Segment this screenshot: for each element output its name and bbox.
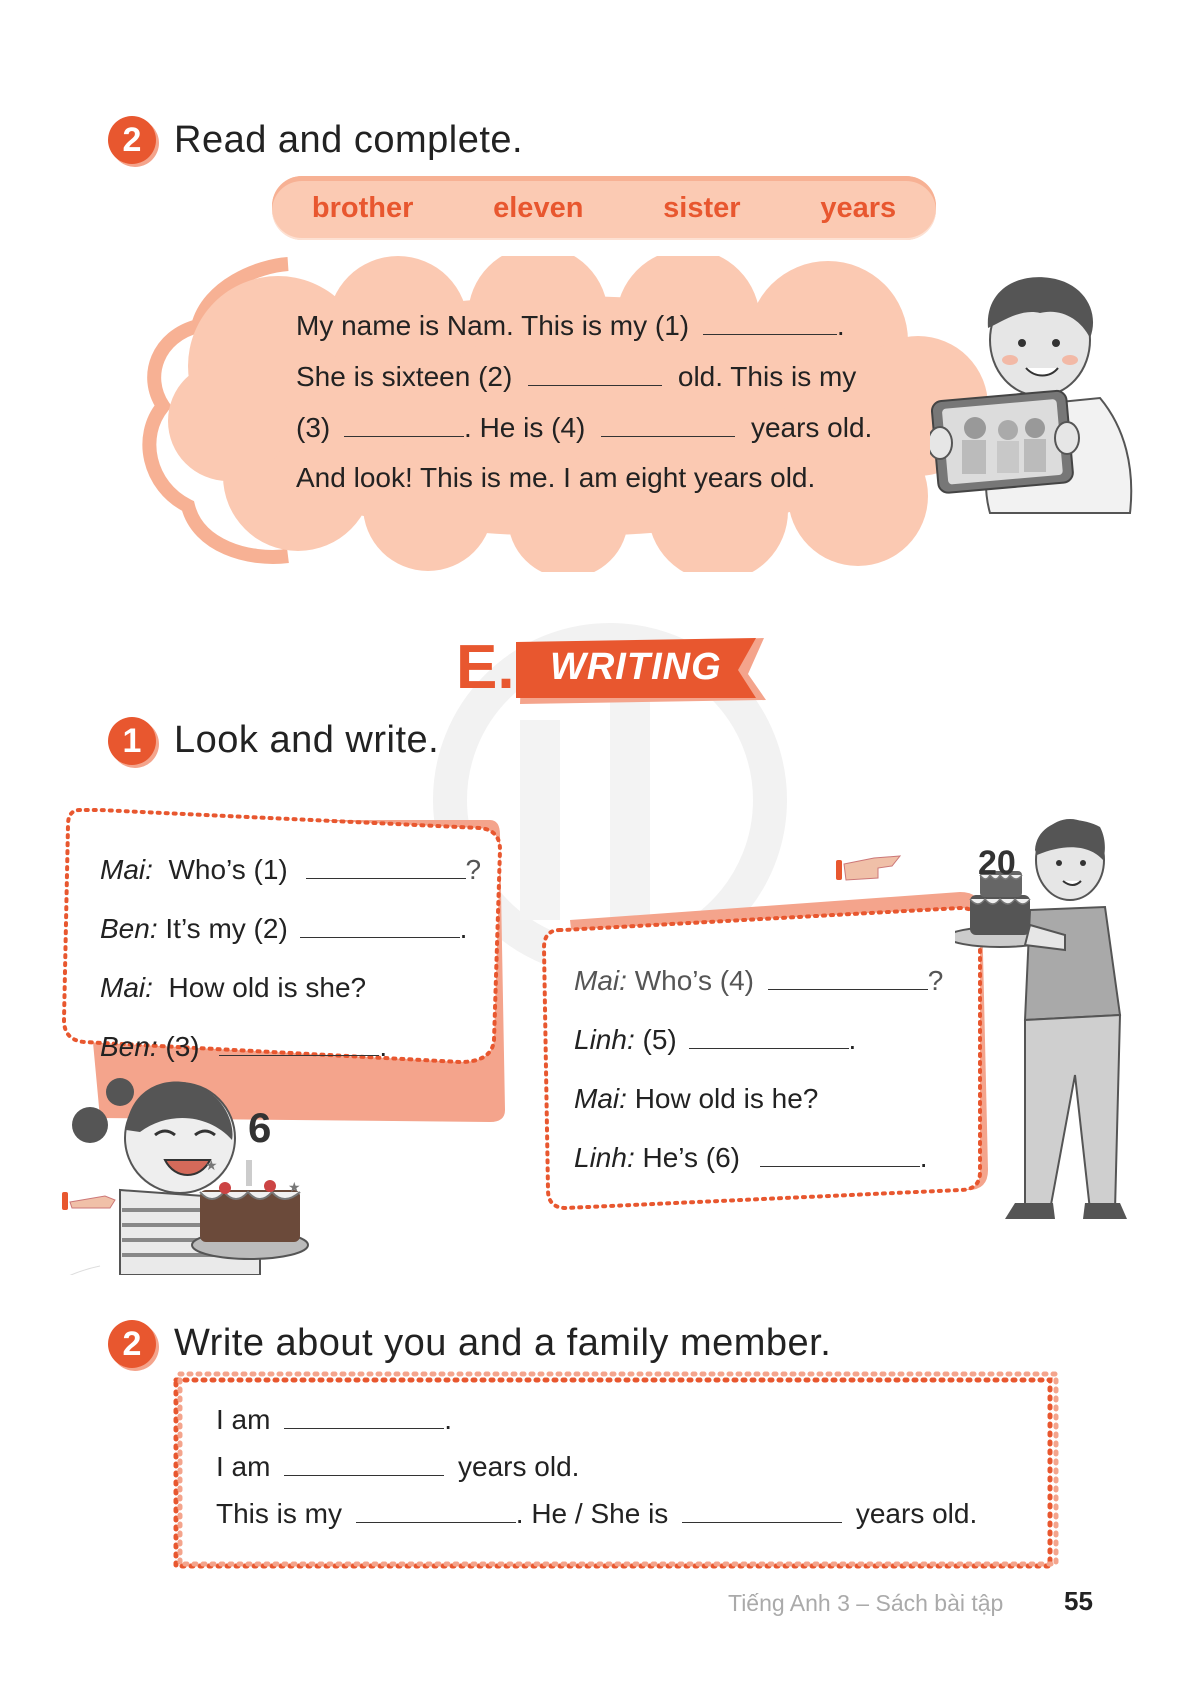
girl-with-cake-illustration: [60, 1070, 330, 1275]
dialog-text: He’s (6): [642, 1142, 741, 1173]
dialog-left-line-4: [100, 1031, 387, 1063]
passage-text: years old.: [750, 412, 873, 443]
dialog-right-line-4: [574, 1142, 928, 1174]
exercise-number-badge: [108, 116, 156, 164]
answer-blank-6[interactable]: [760, 1165, 920, 1167]
dialog-text: (5): [642, 1024, 677, 1055]
word-bank-item: years: [820, 191, 897, 224]
dialog-left-line-2: [100, 913, 467, 945]
write-text: .: [444, 1404, 453, 1435]
answer-blank[interactable]: [284, 1474, 444, 1476]
dialog-right-line-1: [574, 965, 943, 997]
book-title: Tiếng Anh 3 – Sách bài tập: [728, 1590, 1004, 1616]
dialog-text: ?: [927, 965, 944, 996]
dialog-text: .: [379, 1031, 388, 1062]
boy-with-tablet-illustration: [930, 268, 1135, 518]
dialog-text: .: [459, 913, 468, 944]
dialog-text: Who’s (4): [634, 965, 754, 996]
svg-text:★: ★: [205, 1158, 218, 1174]
word-bank-item: brother: [311, 191, 414, 224]
exercise-number-badge: [108, 1320, 156, 1368]
answer-blank-3[interactable]: [344, 435, 464, 437]
speaker-name: Mai:: [100, 854, 153, 885]
write-text: I am: [216, 1451, 271, 1482]
write-text: years old.: [458, 1451, 580, 1482]
dialog-right-line-2: [574, 1024, 856, 1056]
passage-line-3: [296, 412, 872, 444]
passage-text: (3): [296, 412, 331, 443]
exercise-number: 2: [122, 120, 142, 159]
word-bank-item: eleven: [493, 191, 584, 224]
answer-blank-4[interactable]: [768, 988, 928, 990]
exercise-number-badge: [108, 717, 156, 765]
answer-blank[interactable]: [682, 1521, 842, 1523]
speaker-name: Mai:: [574, 965, 627, 996]
section-name: WRITING: [550, 646, 722, 688]
write-text: . He / She is: [515, 1498, 669, 1529]
cake-number-left: 6: [248, 1104, 272, 1151]
dialog-text: Who’s (1): [168, 854, 288, 885]
dialog-text: How old is she?: [168, 972, 367, 1003]
dialog-left-line-3: [100, 972, 366, 1004]
answer-blank-5[interactable]: [689, 1047, 849, 1049]
speaker-name: Linh:: [574, 1142, 635, 1173]
passage-text: My name is Nam. This is my (1): [296, 310, 690, 341]
write-text: This is my: [216, 1498, 342, 1529]
answer-blank-1[interactable]: [703, 333, 837, 335]
write-text: I am: [216, 1404, 271, 1435]
dialog-text: .: [848, 1024, 857, 1055]
speaker-name: Mai:: [574, 1083, 627, 1114]
answer-blank[interactable]: [356, 1521, 516, 1523]
speaker-name: Linh:: [574, 1024, 635, 1055]
word-bank-item: sister: [663, 191, 741, 224]
exercise-number: 2: [122, 1324, 142, 1363]
answer-blank[interactable]: [284, 1427, 444, 1429]
write-line-2: [216, 1451, 579, 1483]
section-letter: E.: [456, 633, 515, 702]
passage-line-1: [296, 310, 845, 342]
pointing-hand-icon: [834, 852, 904, 886]
exercise-title: Write about you and a family member.: [174, 1322, 832, 1364]
write-text: years old.: [855, 1498, 978, 1529]
dialog-text: It’s my (2): [165, 913, 288, 944]
exercise-title: Read and complete.: [174, 119, 524, 161]
write-line-3: [216, 1498, 977, 1530]
passage-text: She is sixteen (2): [296, 361, 513, 392]
speaker-name: Mai:: [100, 972, 153, 1003]
dialog-left-line-1: [100, 854, 481, 886]
passage-text: . He is (4): [464, 412, 586, 443]
passage-text: old. This is my: [677, 361, 857, 392]
dialog-text: How old is he?: [634, 1083, 819, 1114]
write-line-1: [216, 1404, 452, 1436]
dialog-text: ?: [465, 854, 482, 885]
exercise-title: Look and write.: [174, 719, 440, 761]
passage-text: .: [836, 310, 845, 341]
dialog-text: (3): [165, 1031, 200, 1062]
answer-blank-1[interactable]: [306, 877, 466, 879]
passage-line-4: And look! This is me. I am eight years old.: [296, 462, 816, 493]
answer-blank-2[interactable]: [300, 936, 460, 938]
passage-line-2: [296, 361, 856, 393]
page-number: 55: [1064, 1586, 1093, 1616]
svg-text:★: ★: [288, 1180, 301, 1196]
exercise-number: 1: [122, 721, 142, 760]
answer-blank-3[interactable]: [219, 1054, 379, 1056]
answer-blank-2[interactable]: [528, 384, 662, 386]
cake-number-right: 20: [978, 844, 1016, 882]
speaker-name: Ben:: [100, 1031, 158, 1062]
speaker-name: Ben:: [100, 913, 158, 944]
dialog-text: .: [919, 1142, 928, 1173]
word-bank: [272, 176, 936, 240]
dialog-right-line-3: [574, 1083, 818, 1115]
answer-blank-4[interactable]: [601, 435, 735, 437]
